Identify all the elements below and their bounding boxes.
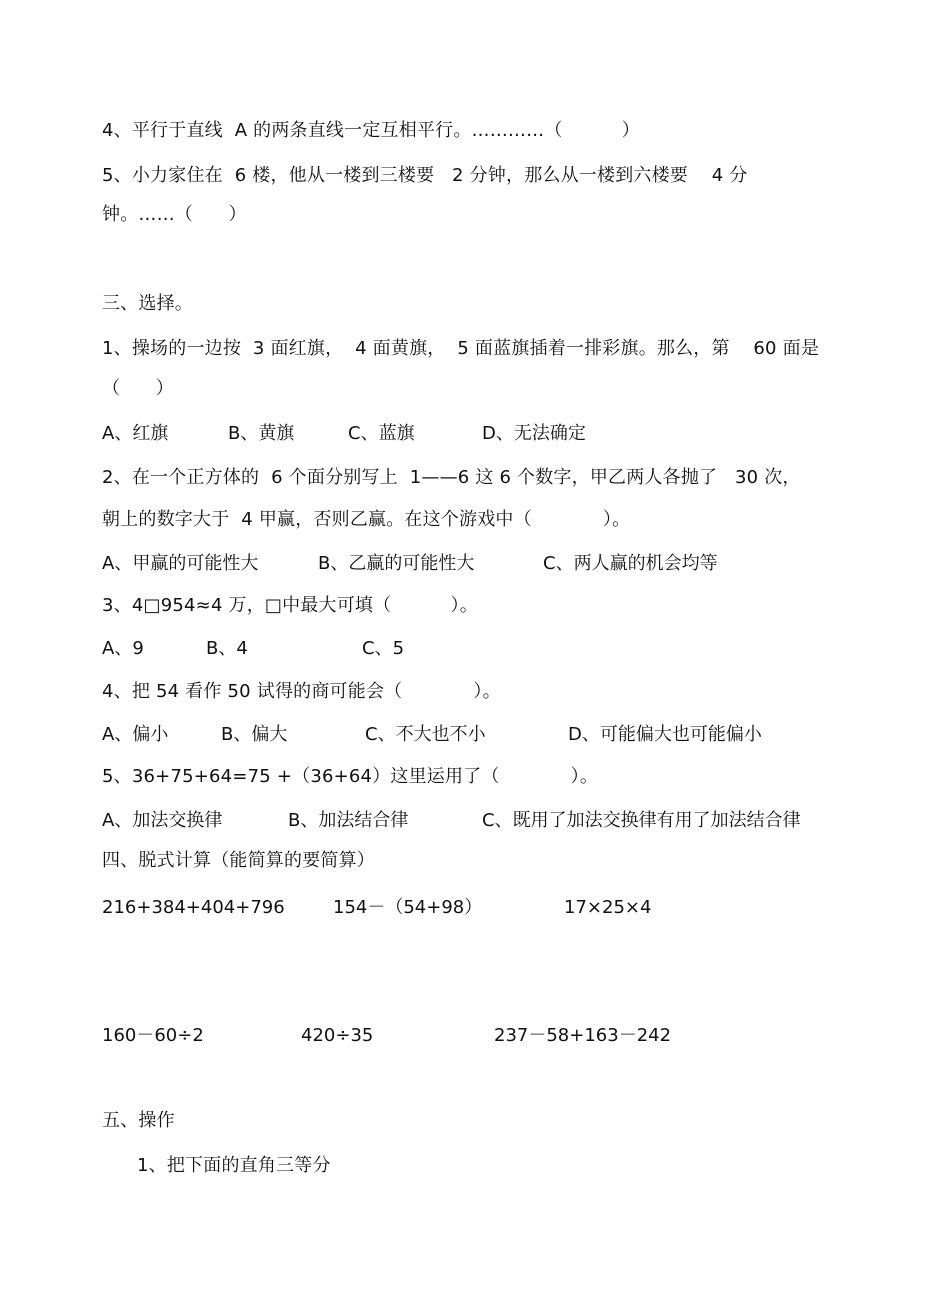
operation-question-1: 1、把下面的直角三等分: [137, 1155, 331, 1176]
option-b: B、偏大: [221, 724, 288, 745]
option-a: A、偏小: [102, 724, 169, 745]
option-b: B、4: [206, 638, 248, 659]
option-a: A、甲赢的可能性大: [102, 553, 259, 574]
judge-question-5-line2: 钟。……（ ）: [102, 204, 247, 225]
calc-expression: 17×25×4: [564, 897, 652, 918]
option-d: D、无法确定: [482, 423, 586, 444]
choice-question-4: 4、把 54 看作 50 试得的商可能会（ ）。: [102, 681, 501, 702]
calc-expression: 420÷35: [301, 1025, 374, 1046]
choice-question-1-line2: （ ）: [102, 378, 174, 399]
choice-question-2-line1: 2、在一个正方体的 6 个面分别写上 1——6 这 6 个数字，甲乙两人各抛了 30 次，: [102, 467, 801, 488]
choice-question-1-line1: 1、操场的一边按 3 面红旗， 4 面黄旗， 5 面蓝旗插着一排彩旗。那么，第 60 面是: [102, 338, 820, 359]
option-b: B、乙赢的可能性大: [318, 553, 475, 574]
choice-question-5: 5、36+75+64=75 +（36+64）这里运用了（ ）。: [102, 766, 599, 787]
option-c: C、5: [362, 638, 405, 659]
option-d: D、可能偏大也可能偏小: [568, 724, 762, 745]
option-c: C、两人赢的机会均等: [543, 553, 718, 574]
option-c: C、既用了加法交换律有用了加法结合律: [482, 810, 801, 831]
option-b: B、加法结合律: [288, 810, 409, 831]
judge-question-4: 4、平行于直线 A 的两条直线一定互相平行。…………（ ）: [102, 120, 640, 141]
calc-expression: 154－（54+98）: [333, 897, 483, 918]
option-c: C、蓝旗: [348, 423, 415, 444]
section-5-heading: 五、操作: [102, 1110, 175, 1131]
calc-expression: 216+384+404+796: [102, 897, 285, 918]
option-b: B、黄旗: [228, 423, 295, 444]
section-4-heading: 四、脱式计算（能简算的要简算）: [102, 850, 375, 871]
choice-question-2-line2: 朝上的数字大于 4 甲赢，否则乙赢。在这个游戏中（ ）。: [102, 509, 631, 530]
option-a: A、9: [102, 638, 144, 659]
choice-question-3: 3、4□954≈4 万，□中最大可填（ ）。: [102, 595, 478, 616]
section-3-heading: 三、选择。: [102, 293, 193, 314]
option-a: A、红旗: [102, 423, 169, 444]
judge-question-5-line1: 5、小力家住在 6 楼，他从一楼到三楼要 2 分钟，那么从一楼到六楼要 4 分: [102, 165, 748, 186]
option-c: C、不大也不小: [365, 724, 486, 745]
calc-expression: 160－60÷2: [102, 1025, 204, 1046]
calc-expression: 237－58+163－242: [494, 1025, 672, 1046]
option-a: A、加法交换律: [102, 810, 223, 831]
